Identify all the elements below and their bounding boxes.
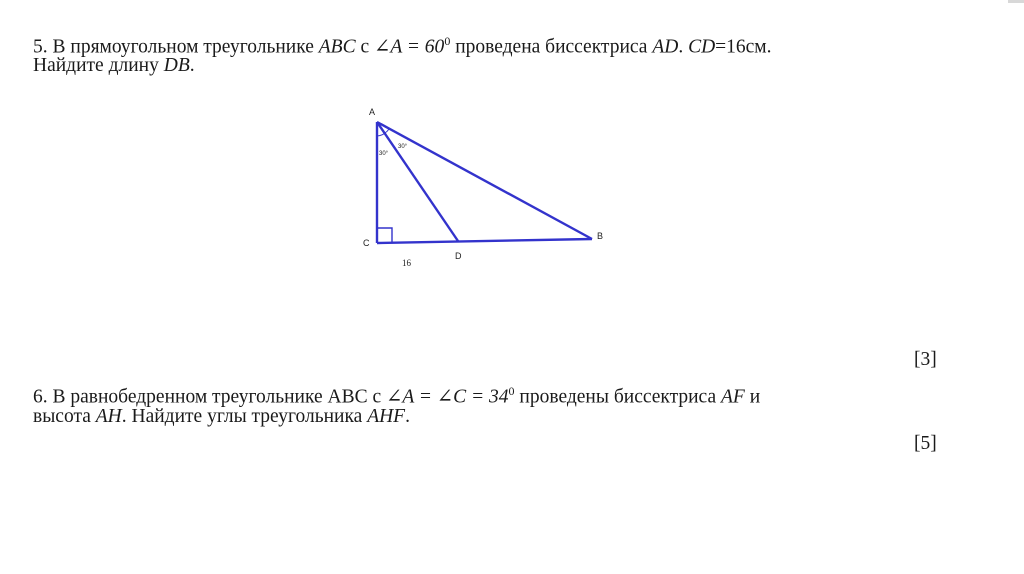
side-cb (377, 239, 592, 243)
vertex-b-label: B (597, 231, 604, 241)
angle-label-1: 30° (379, 151, 389, 157)
side-cd-length: 16 (402, 258, 411, 268)
triangle-name: AHF (367, 406, 406, 427)
angle-arc-2 (385, 129, 389, 133)
triangle-name: ABC (318, 36, 356, 58)
vertex-d-label: D (455, 251, 462, 261)
corner-mark (1008, 0, 1024, 3)
score-problem-6: [5] (914, 433, 937, 454)
side-ab (377, 122, 592, 239)
bisector-name: AF (720, 386, 745, 408)
degree-mark: 0 (508, 384, 515, 398)
angle-label-2: 30° (398, 144, 408, 150)
vertex-a-label: A (369, 107, 376, 117)
problem-6-line-2 (33, 405, 410, 429)
bisector-ad (377, 122, 458, 241)
vertex-c-label: C (363, 238, 370, 248)
problem-6-text: 6. В равнобедренном треугольнике ABC с (33, 386, 386, 408)
problem-6-text: . (405, 406, 410, 427)
problem-5-text: с (355, 36, 374, 58)
problem-6-text: проведены биссектриса (514, 386, 721, 408)
angle-condition: ∠A = ∠C = 34 (385, 386, 509, 408)
segment-db: DB (163, 55, 190, 76)
problem-6-text: . Найдите углы треугольника (121, 406, 368, 427)
problem-6-text: и (744, 386, 761, 408)
altitude-name: AH (95, 406, 122, 427)
problem-5-text: проведена биссектриса (450, 36, 653, 58)
segment-cd: CD (688, 36, 716, 58)
problem-6-text: высота (33, 406, 96, 427)
bisector-name: AD (652, 36, 679, 58)
right-angle-mark (377, 228, 392, 243)
problem-5-text: 5. В прямоугольном треугольнике (33, 36, 319, 58)
problem-5-line-2 (33, 54, 195, 78)
score-problem-5: [3] (914, 349, 937, 370)
problem-5-text: Найдите длину (33, 55, 164, 76)
angle-condition: ∠A = 60 (374, 36, 445, 58)
triangle-figure (355, 98, 615, 273)
problem-5-text: . (678, 36, 689, 58)
degree-mark: 0 (444, 34, 451, 48)
problem-5-text: . (189, 55, 195, 76)
angle-arc-1 (377, 133, 385, 136)
problem-5-text: =16см. (715, 36, 772, 58)
